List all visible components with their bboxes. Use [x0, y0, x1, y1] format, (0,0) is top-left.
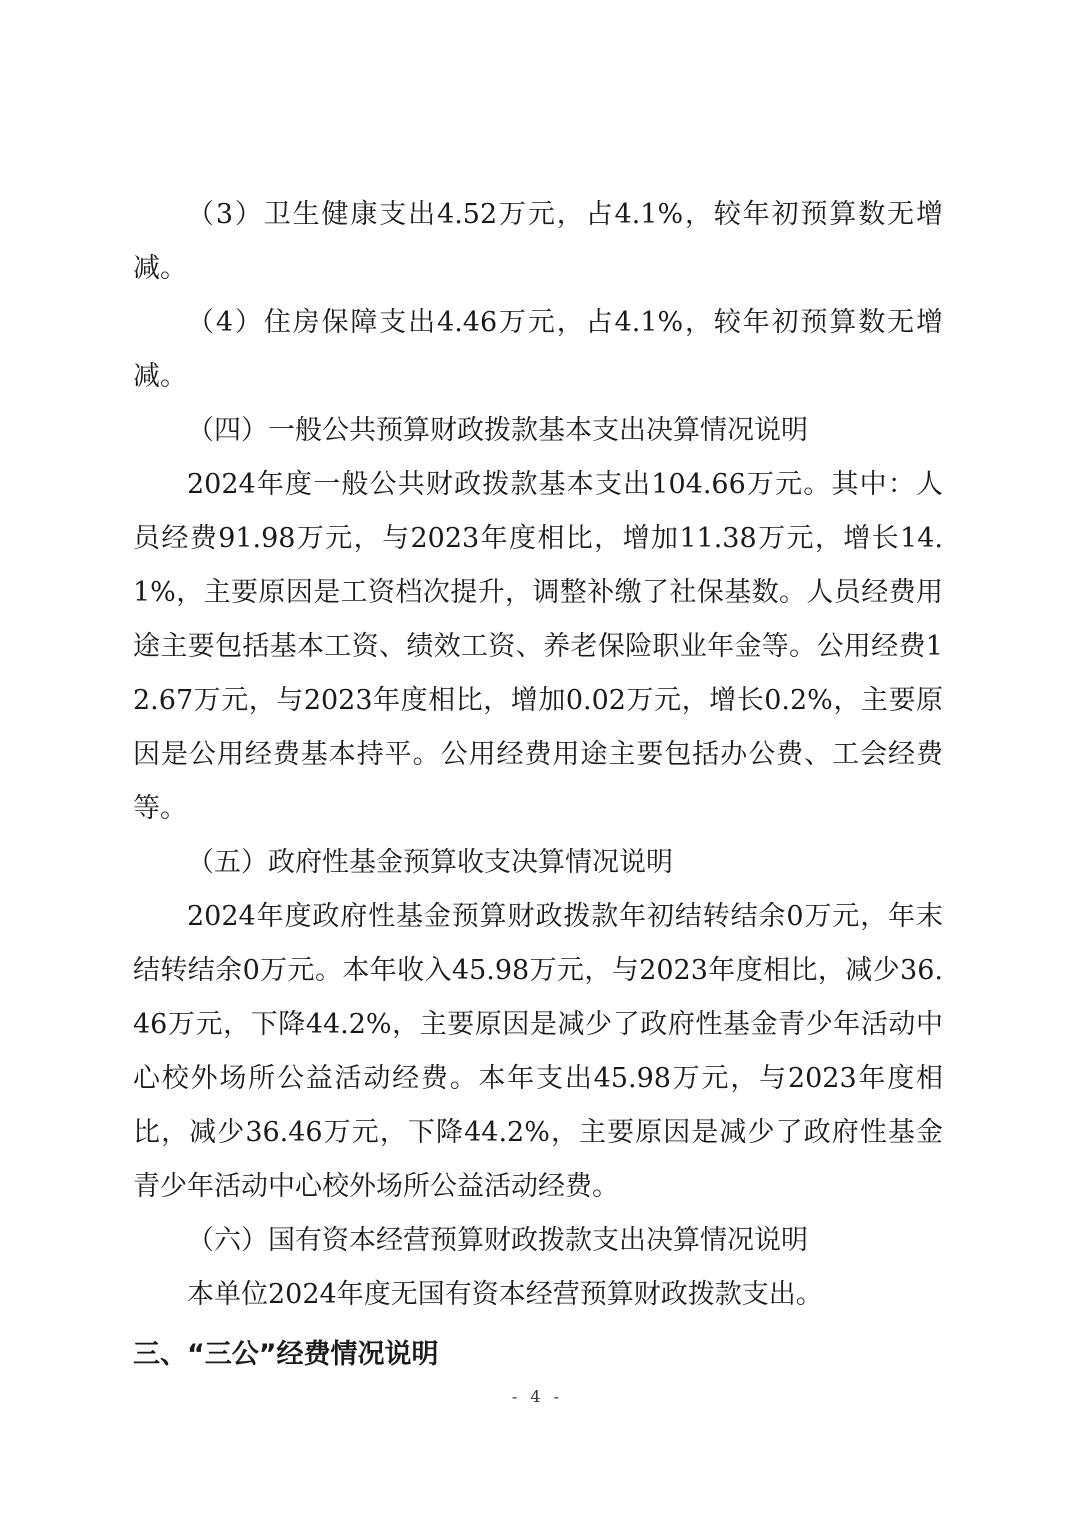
heading-4-basic-expenditure: （四）一般公共预算财政拨款基本支出决算情况说明 — [187, 415, 808, 446]
page-number: - 4 - — [511, 1387, 564, 1406]
section-title-three-public: 三、“三公”经费情况说明 — [133, 1339, 439, 1370]
state-capital-detail: 本单位2024年度无国有资本经营预算财政拨款支出。 — [187, 1279, 823, 1310]
basic-expenditure-detail: 2024年度一般公共财政拨款基本支出104.66万元。其中：人员经费91.98万元，与2023年度相比，增加11.38万元，增长14.1%，主要原因是工资档次提升，调整补缴了社保基数。人员经费用途主要包括基本工资、绩效工资、养老保险职业年金等。公用经费12.67万元，与2023年度相比，增加0.02万元，增长0.2%，主要原因是公用经费基本持平。公用经费用途主要包括办公费、工会经费等。 — [133, 469, 943, 824]
item-4-housing: （4）住房保障支出4.46万元，占4.1%，较年初预算数无增减。 — [133, 307, 943, 392]
heading-6-state-capital: （六）国有资本经营预算财政拨款支出决算情况说明 — [187, 1225, 808, 1256]
government-fund-detail: 2024年度政府性基金预算财政拨款年初结转结余0万元，年末结转结余0万元。本年收入45.98万元，与2023年度相比，减少36.46万元，下降44.2%，主要原因是减少了政府性基金青少年活动中心校外场所公益活动经费。本年支出45.98万元，与2023年度相比，减少36.46万元，下降44.2%，主要原因是减少了政府性基金青少年活动中心校外场所公益活动经费。 — [133, 901, 943, 1202]
heading-5-government-fund: （五）政府性基金预算收支决算情况说明 — [187, 847, 673, 878]
document-body — [133, 188, 943, 1382]
item-3-health: （3）卫生健康支出4.52万元，占4.1%，较年初预算数无增减。 — [133, 199, 943, 284]
